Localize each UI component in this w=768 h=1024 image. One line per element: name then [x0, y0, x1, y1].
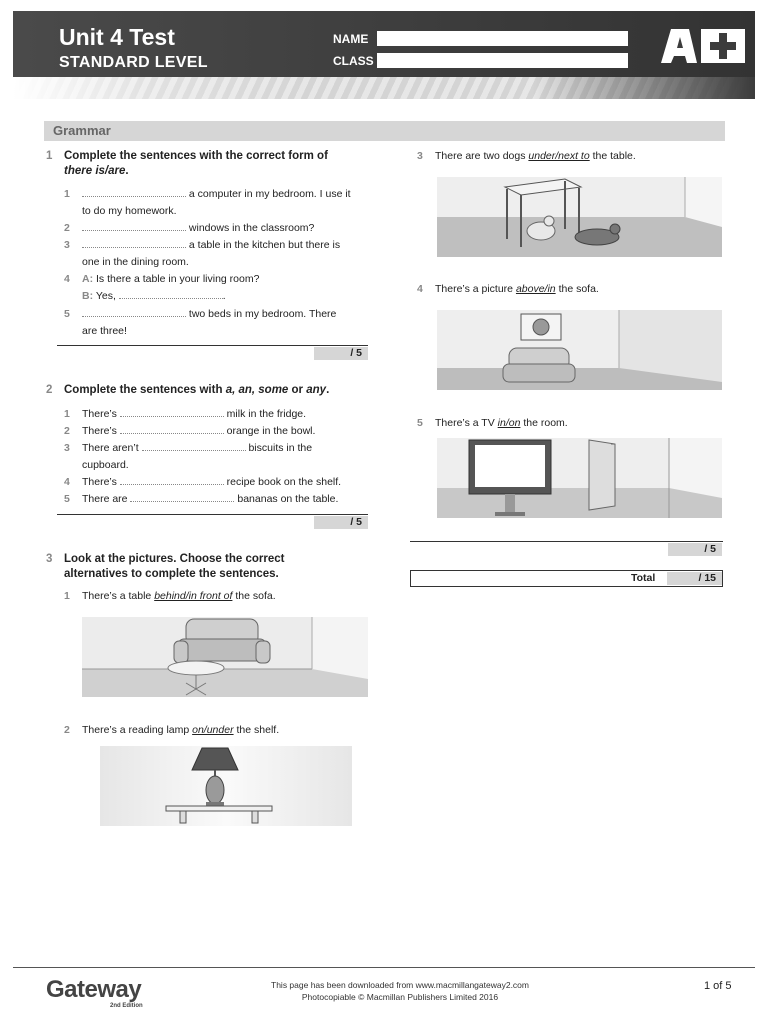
item-text: two beds in my bedroom. There: [188, 308, 337, 320]
section-title: Grammar: [53, 123, 111, 138]
item-text: biscuits in the: [248, 442, 313, 454]
ex3-score: / 5: [668, 543, 722, 556]
item-text: a table in the kitchen but there is: [188, 239, 341, 251]
ex3-instruction-line1: Look at the pictures. Choose the correct: [64, 553, 285, 565]
picture-dogs-table: [437, 177, 722, 257]
item-text: a computer in my bedroom. I use it: [188, 188, 351, 200]
item-number: 3: [64, 442, 70, 454]
item-number: 4: [64, 273, 70, 285]
item-number: 3: [64, 239, 70, 251]
item-text: There’s a table: [82, 590, 152, 602]
level-badge-icon: [657, 27, 753, 65]
item-text: bananas on the table.: [237, 493, 339, 505]
ex2-item-1: [64, 406, 384, 423]
item-text: Yes,: [95, 290, 116, 302]
dogs-table-illustration: [437, 177, 722, 257]
ex1-item-2: [64, 220, 384, 237]
item-number: 2: [64, 425, 70, 437]
ex2-score: / 5: [314, 516, 368, 529]
header-stripe-fade: [13, 77, 755, 99]
item-text-cont: are three!: [82, 325, 127, 337]
picture-picture-sofa: [437, 310, 722, 390]
item-text: There’s a TV: [435, 417, 495, 429]
picture-sofa-illustration: [437, 310, 722, 390]
ex2-item-3: [64, 440, 384, 474]
item-number: 1: [64, 188, 70, 200]
class-label: CLASS: [333, 54, 374, 68]
item-number: 3: [417, 150, 423, 162]
ex2-instruction: [64, 383, 384, 398]
answer-blank[interactable]: [82, 186, 186, 197]
item-text: milk in the fridge.: [226, 408, 307, 420]
ex2-item-2: [64, 423, 384, 440]
item-number: 1: [64, 408, 70, 420]
ex3-item-1: [64, 588, 384, 605]
ex1-num: 1: [46, 150, 53, 162]
item-number: 4: [64, 476, 70, 488]
item-text-cont: cupboard.: [82, 459, 129, 471]
item-text: the room.: [523, 417, 568, 429]
ex3-instruction: [64, 552, 384, 582]
ex3-item-5: [417, 415, 727, 432]
choice-options[interactable]: on/under: [192, 724, 234, 736]
answer-blank[interactable]: [82, 306, 186, 317]
ex1-item-3: [64, 237, 384, 271]
tv-room-illustration: [437, 438, 722, 518]
ex1-number: [46, 149, 52, 164]
footer-divider: [13, 967, 755, 968]
item-text: There’s: [82, 408, 117, 420]
item-text: windows in the classroom?: [188, 222, 315, 234]
item-text: There aren’t: [82, 442, 139, 454]
item-text-end: .: [222, 290, 226, 302]
item-text: the sofa.: [558, 283, 599, 295]
choice-options[interactable]: above/in: [515, 283, 556, 295]
footer-download-text: This page has been downloaded from www.macmillangateway2.com: [271, 980, 529, 990]
item-text: the shelf.: [236, 724, 280, 736]
item-text: There’s a reading lamp: [82, 724, 190, 736]
ex3-num: 3: [46, 553, 53, 565]
item-text: There are two dogs: [435, 150, 526, 162]
ex3-item-3: [417, 148, 727, 165]
ex3-instruction-line2: alternatives to complete the sentences.: [64, 568, 279, 580]
ex2-item-5: [64, 491, 384, 508]
ex2-instruction-c: or: [291, 384, 304, 396]
total-box: [410, 570, 723, 587]
page-number: 1 of 5: [704, 980, 732, 992]
item-number: 2: [64, 724, 70, 736]
ex1-instruction-a: Complete the sentences with the correct form of: [64, 150, 328, 162]
item-text: orange in the bowl.: [226, 425, 316, 437]
item-text: recipe book on the shelf.: [226, 476, 342, 488]
item-number: 5: [417, 417, 423, 429]
total-label: Total: [631, 572, 656, 584]
sofa-table-illustration: [82, 617, 368, 697]
picture-table-sofa: [82, 617, 368, 697]
item-text: There’s a picture: [435, 283, 514, 295]
answer-blank[interactable]: [142, 440, 246, 451]
speaker-a: A:: [82, 273, 94, 285]
item-text: There’s: [82, 425, 117, 437]
ex3-item-2: [64, 722, 384, 739]
ex2-divider: [57, 514, 368, 515]
answer-blank[interactable]: [120, 423, 224, 434]
speaker-b: B:: [82, 290, 94, 302]
choice-options[interactable]: in/on: [497, 417, 521, 429]
ex1-item-5: [64, 306, 384, 340]
answer-blank[interactable]: [120, 406, 224, 417]
total-score: / 15: [667, 572, 722, 585]
ex2-item-4: [64, 474, 384, 491]
ex1-score: / 5: [314, 347, 368, 360]
lamp-shelf-illustration: [100, 746, 352, 826]
item-number: 1: [64, 590, 70, 602]
answer-blank[interactable]: [82, 237, 186, 248]
ex1-instruction-end: .: [125, 165, 129, 177]
item-text: the sofa.: [235, 590, 276, 602]
answer-blank[interactable]: [119, 288, 223, 299]
answer-blank[interactable]: [120, 474, 224, 485]
item-text: There are: [82, 493, 128, 505]
item-number: 5: [64, 308, 70, 320]
gateway-logo: Gateway: [46, 976, 142, 1003]
ex2-number: [46, 383, 52, 398]
picture-lamp-shelf: [100, 746, 352, 826]
ex2-instruction-end: .: [326, 384, 330, 396]
ex1-instruction-b: there is/are: [64, 165, 126, 177]
ex3-item-4: [417, 281, 727, 298]
choice-options[interactable]: behind/in front of: [154, 590, 233, 602]
item-text-cont: one in the dining room.: [82, 256, 189, 268]
ex1-item-1: [64, 186, 384, 220]
edition-label: 2nd Edition: [110, 1003, 143, 1009]
ex1-item-4: [64, 271, 384, 305]
footer-copyright: Photocopiable © Macmillan Publishers Limited 2016: [301, 992, 499, 1002]
ex1-instruction: [64, 149, 384, 179]
ex2-num: 2: [46, 384, 53, 396]
picture-tv-room: [437, 438, 722, 518]
answer-blank[interactable]: [130, 491, 234, 502]
choice-options[interactable]: under/next to: [528, 150, 590, 162]
item-text: the table.: [592, 150, 636, 162]
name-label: NAME: [333, 32, 369, 46]
ex3-number: [46, 552, 52, 567]
answer-blank[interactable]: [82, 220, 186, 231]
test-level: STANDARD LEVEL: [59, 54, 208, 71]
section-bar: [44, 121, 725, 141]
item-number: 4: [417, 283, 423, 295]
ex2-instruction-d: any: [306, 384, 327, 396]
item-text: There’s: [82, 476, 117, 488]
class-field[interactable]: [377, 53, 628, 68]
page-header: [13, 11, 755, 99]
name-field[interactable]: [377, 31, 628, 46]
ex2-instruction-b: a, an, some: [225, 384, 289, 396]
test-title: Unit 4 Test: [59, 24, 175, 50]
item-number: 5: [64, 493, 70, 505]
item-number: 2: [64, 222, 70, 234]
ex1-divider: [57, 345, 368, 346]
item-text-cont: to do my homework.: [82, 205, 177, 217]
item-text: Is there a table in your living room?: [96, 273, 260, 285]
ex3-divider: [410, 541, 723, 542]
ex2-instruction-a: Complete the sentences with: [64, 384, 223, 396]
